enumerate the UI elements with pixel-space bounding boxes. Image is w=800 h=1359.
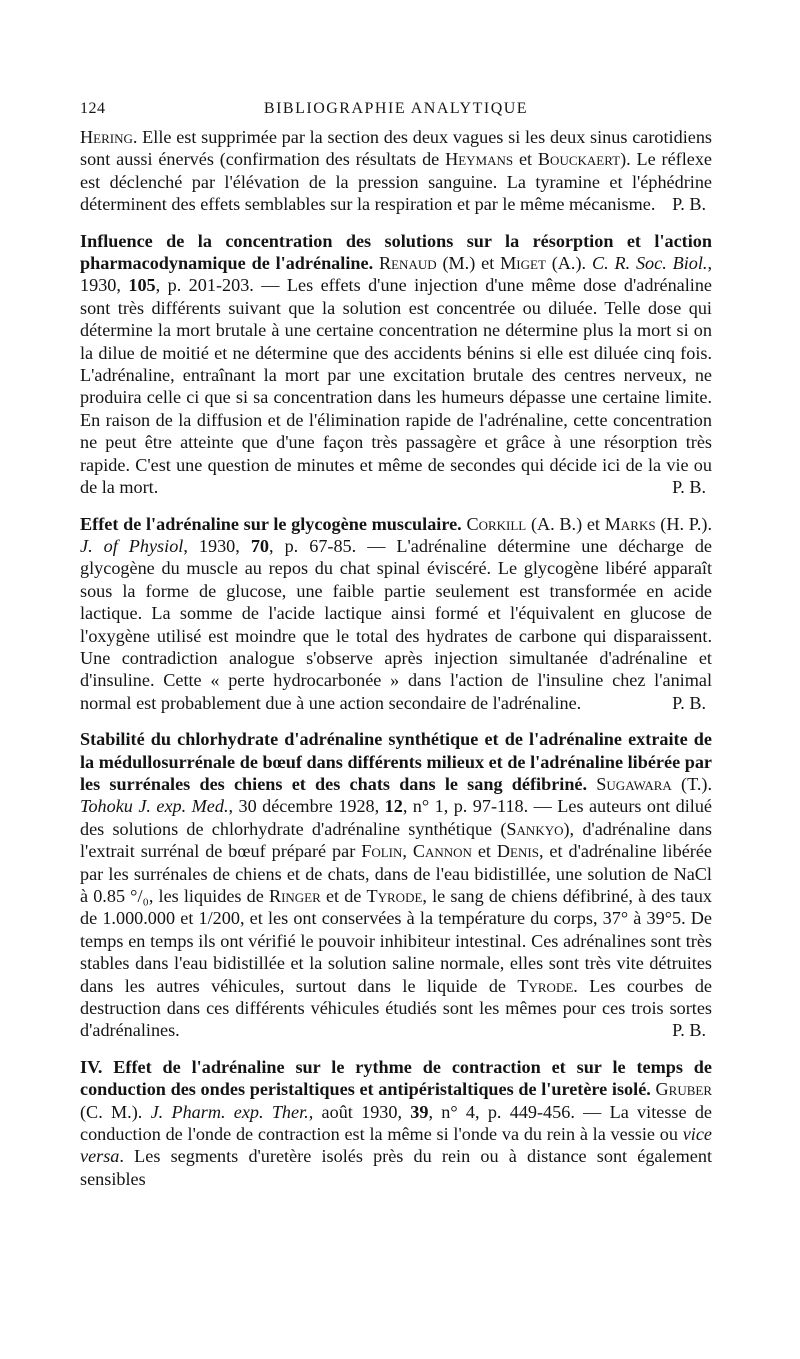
abstract-text: , et d'adrénaline libérée par les surrénales de chiens et de chats, dans de l'eau bidistillée, une solution de NaCl à 0.85 °/₀, les liquides de [80, 841, 712, 906]
abstract-text: . Les courbes de destruction dans ces différents véhicules étudiés sont les mêmes pour ces trois sortes d'adrénalines. [80, 975, 712, 1041]
abstract-text: , [402, 841, 413, 862]
author-name: Miget [500, 253, 546, 274]
author-initials: (M.) et [436, 253, 501, 274]
abstract-text: ), d'adrénaline dans l'extrait surrénal de bœuf préparé par [80, 818, 712, 862]
abstract-text: et [471, 841, 497, 862]
author-name: Heymans [445, 149, 514, 170]
latin-phrase: vice versa [80, 1124, 712, 1167]
abstract-text: L'adrénaline détermine une décharge de glycogène du muscle au repos du chat spinal éviscéré. Le glycogène libéré apparaît sous la forme de glucose, une faible partie seulement est transformée en acide lactique. La somme de l'acide lactique ainsi formé et l'équivalent en glucose de l'oxygène utilisé est moindre que le total des hydrates de carbone qui disparaissent. Une contradiction analogue s'observe après injection simultanée d'adrénaline et d'insuline. Cette « perte hydrocarbonée » dans l'action de l'insuline chez l'animal normal est probablement due à une action secondaire de l'adrénaline. [80, 535, 712, 713]
signature: P. B. [672, 477, 706, 498]
author-initials [587, 774, 596, 794]
entry-title: Influence de la concentration des solutions sur la résorption et l'action pharmacodynamique de l'adrénaline. [80, 230, 712, 274]
author-name: Tyrode [366, 886, 423, 906]
journal-name: C. R. Soc. Biol. [591, 253, 708, 274]
abstract-text: . Les segments d'uretère isolés près du rein ou à distance sont également sensibles [80, 1146, 712, 1189]
author-initials: (A. B.) et [526, 513, 605, 534]
citation-volume: 39 [410, 1101, 429, 1122]
running-title: BIBLIOGRAPHIE ANALYTIQUE [263, 100, 529, 117]
abstract-text: La vitesse de conduction de l'onde de contraction est la même si l'onde va du rein à la vessie ou [80, 1101, 712, 1145]
abstract-text: et de [320, 886, 367, 906]
author-name: Denis [496, 841, 539, 862]
bibliography-entry [80, 230, 712, 499]
author-name: Hering [80, 127, 133, 147]
author-initials: (A.). [545, 253, 592, 274]
abstract-text: . Elle est supprimée par la section des deux vagues si les deux sinus carotidiens sont aussi énervés (confirmation des résultats de [80, 127, 712, 170]
citation-volume: 70 [250, 535, 270, 556]
citation-volume: 12 [384, 796, 403, 817]
document-page [80, 100, 712, 1190]
bibliography-entry [80, 1056, 712, 1190]
abstract-text: et [513, 149, 538, 170]
author-initials: (H. P.). [655, 513, 712, 534]
author-name: Tyrode [517, 975, 574, 996]
author-name: Ringer [268, 886, 321, 906]
citation-pages: , p. 67-85. — [269, 535, 397, 556]
abstract-text: Les auteurs ont dilué des solutions de chlorhydrate d'adrénaline synthétique ( [80, 796, 712, 839]
citation-year: , 30 décembre 1928, [228, 796, 385, 817]
abstract-text: , le sang de chiens défibriné, à des taux de 1.000.000 et 1/200, et les ont conservées à la température du corps, 37° à 39°5. De temps en temps ils ont vérifié le pouvoir inhibiteur intestinal. Ces adrénalines sont très stables dans l'eau bidistillée et la solution saline normale, elles sont très vite détruites dans les autres véhicules, surtout dans le liquide de [80, 886, 713, 996]
author-name: Gruber [655, 1079, 712, 1100]
bibliography-entry [80, 513, 712, 715]
citation-pages: , n° 4, p. 449-456. — [428, 1101, 610, 1122]
signature: P. B. [672, 1020, 706, 1041]
abstract-text: ). Le réflexe est déclenché par l'élévation de la pression sanguine. La tyramine et l'éphédrine déterminent des effets semblables sur la respiration et par le même mécanisme. [80, 149, 712, 215]
author-name: Sugawara [596, 773, 672, 794]
entry-title: Stabilité du chlorhydrate d'adrénaline synthétique et de l'adrénaline extraite de la médullosurrénale de bœuf dans différents milieux et de l'adrénaline libérée par les surrénales des chiens et des chats dans le sang défibriné. [80, 729, 712, 794]
entry-continuation [80, 126, 712, 216]
author-initials: (C. M.). [80, 1101, 151, 1122]
abstract-text: Les effets d'une injection d'une même dose d'adrénaline sont très différents suivant que la solution est concentrée ou diluée. Telle dose qui détermine la mort brutale à une certaine concentration ne détermine plus la mort si on la dilue de moitié et ne détermine que des accidents bénins si elle est diluée cinq fois. L'adrénaline, entraînant la mort par une excitation brutale des centres nerveux, ne produira celle ci que si sa concentration dans les humeurs dépasse une certaine limite. En raison de la diffusion et de l'élimination rapide de l'adrénaline, cette concentration ne peut être atteinte que d'une façon très passagère et grâce à une résorption très rapide. C'est une question de minutes et même de secondes qui décide ici de la vie ou de la mort. [80, 275, 713, 498]
journal-name: J. Pharm. exp. Ther. [150, 1101, 309, 1122]
author-name: Cannon [412, 841, 472, 862]
author-name: Folin [361, 841, 403, 862]
bibliography-entry [80, 728, 712, 1042]
citation-volume: 105 [128, 275, 156, 296]
author-name: Marks [604, 513, 656, 534]
author-name: Renaud [378, 253, 437, 274]
author-name: Bouckaert [537, 149, 621, 170]
author-name: Corkill [466, 513, 527, 534]
signature: P. B. [672, 194, 706, 215]
citation-year: , 1930, [80, 253, 713, 296]
citation-year: , août 1930, [308, 1101, 411, 1122]
page-number: 124 [80, 100, 106, 117]
citation-pages: , n° 1, p. 97-118. — [402, 796, 558, 817]
journal-name: J. of Physiol [80, 535, 184, 556]
author-initials: (T.). [671, 773, 713, 794]
entry-title: IV. Effet de l'adrénaline sur le rythme de contraction et sur le temps de conduction des ondes peristaltiques et antipéristaltiques de l'uretère isolé. [80, 1056, 712, 1100]
signature: P. B. [672, 692, 706, 713]
author-name: Sankyo [506, 818, 564, 839]
citation-pages: , p. 201-203. — [155, 275, 287, 296]
citation-year: , 1930, [183, 535, 251, 556]
journal-name: Tohoku J. exp. Med. [80, 796, 229, 817]
running-header [80, 100, 712, 126]
entry-title: Effet de l'adrénaline sur le glycogène musculaire. [80, 513, 462, 534]
